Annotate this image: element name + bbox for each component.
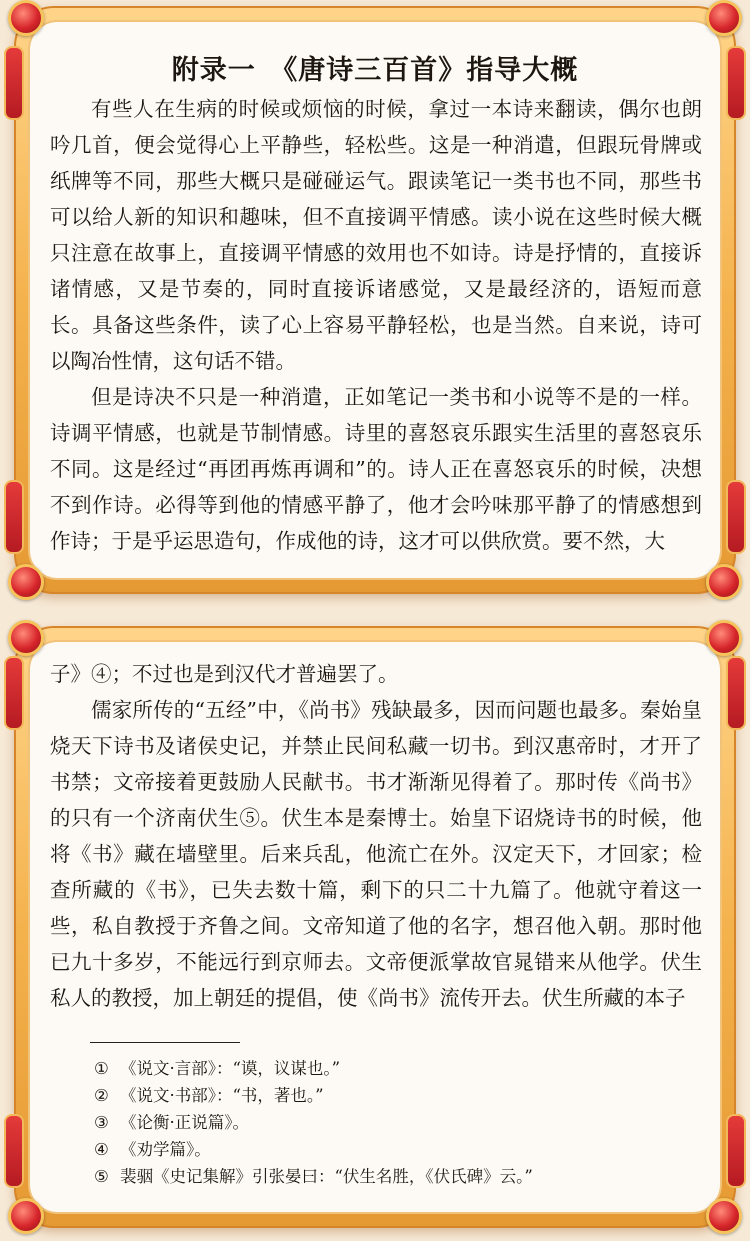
- page-panel-2: [14, 626, 736, 1228]
- corner-ornament-icon: [706, 564, 742, 600]
- paragraph: 有些人在生病的时候或烦恼的时候，拿过一本诗来翻读，偶尔也朗吟几首，便会觉得心上平静些，轻松些。这是一种消遣，但跟玩骨牌或纸牌等不同，那些大概只是碰碰运气。跟读笔记一类书也不同，那些书可以给人新的知识和趣味，但不直接调平情感。读小说在这些时候大概只注意在故事上，直接调平情感的效用也不如诗。诗是抒情的，直接诉诸情感，又是节奏的，同时直接诉诸感觉，又是最经济的，语短而意长。具备这些条件，读了心上容易平静轻松，也是当然。自来说，诗可以陶冶性情，这句话不错。: [50, 97, 702, 373]
- side-ornament-icon: [4, 480, 24, 554]
- footnote: ① 《说文·言部》：“谟，议谋也。”: [94, 1059, 341, 1078]
- page-1-content: [28, 20, 722, 580]
- footnote: ③ 《论衡·正说篇》。: [94, 1113, 249, 1132]
- footnote-divider: [90, 1042, 240, 1043]
- side-ornament-icon: [4, 1114, 24, 1188]
- page-panel-1: [14, 6, 736, 594]
- corner-ornament-icon: [706, 1198, 742, 1234]
- side-ornament-icon: [726, 656, 746, 730]
- footnote: ⑤ 裴骃《史记集解》引张晏曰：“伏生名胜，《伏氏碑》云。”: [94, 1167, 533, 1186]
- footnote: ② 《说文·书部》：“书，著也。”: [94, 1086, 324, 1105]
- page-2-content: [28, 640, 722, 1214]
- side-ornament-icon: [4, 656, 24, 730]
- corner-ornament-icon: [8, 0, 44, 36]
- paragraph: 儒家所传的“五经”中，《尚书》残缺最多，因而问题也最多。秦始皇烧天下诗书及诸侯史记，并禁止民间私藏一切书。到汉惠帝时，才开了书禁；文帝接着更鼓励人民献书。书才渐渐见得着了。那时传《尚书》的只有一个济南伏生⑤。伏生本是秦博士。始皇下诏烧诗书的时候，他将《书》藏在墙壁里。后来兵乱，他流亡在外。汉定天下，才回家；检查所藏的《书》，已失去数十篇，剩下的只二十九篇了。他就守着这一些，私自教授于齐鲁之间。文帝知道了他的名字，想召他入朝。那时他已九十多岁，不能远行到京师去。文帝便派掌故官晁错来从他学。伏生私人的教授，加上朝廷的提倡，使《尚书》流传开去。伏生所藏的本子: [50, 698, 702, 1010]
- corner-ornament-icon: [8, 1198, 44, 1234]
- footnote: ④ 《劝学篇》。: [94, 1140, 211, 1159]
- corner-ornament-icon: [706, 620, 742, 656]
- side-ornament-icon: [4, 46, 24, 120]
- side-ornament-icon: [726, 1114, 746, 1188]
- paragraph: 但是诗决不只是一种消遣，正如笔记一类书和小说等不是的一样。诗调平情感，也就是节制情感。诗里的喜怒哀乐跟实生活里的喜怒哀乐不同。这是经过“再团再炼再调和”的。诗人正在喜怒哀乐的时候，决想不到作诗。必得等到他的情感平静了，他才会吟味那平静了的情感想到作诗；于是乎运思造句，作成他的诗，这才可以供欣赏。要不然，大: [50, 385, 702, 553]
- corner-ornament-icon: [706, 0, 742, 36]
- page-title: 附录一 《唐诗三百首》指导大概: [171, 55, 579, 86]
- paragraph: 子》④；不过也是到汉代才普遍罢了。: [50, 662, 399, 686]
- corner-ornament-icon: [8, 564, 44, 600]
- side-ornament-icon: [726, 46, 746, 120]
- side-ornament-icon: [726, 480, 746, 554]
- corner-ornament-icon: [8, 620, 44, 656]
